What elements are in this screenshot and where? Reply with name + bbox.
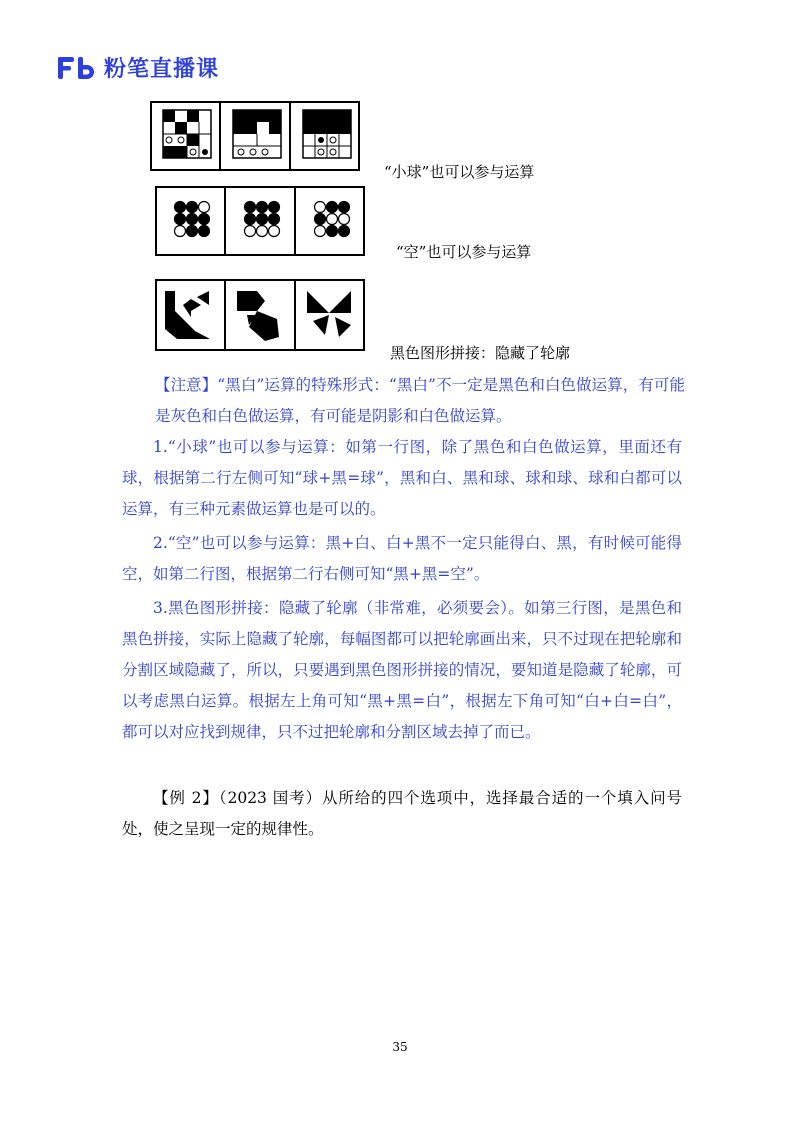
grid-circle xyxy=(199,226,210,237)
grid-circle xyxy=(339,214,350,225)
figure-caption-2: “空”也可以参与运算 xyxy=(396,243,532,261)
page-number: 35 xyxy=(392,1040,408,1054)
grid-circle xyxy=(187,214,198,225)
note-item-3: 3.黑色图形拼接：隐藏了轮廓（非常难，必须要会）。如第三行图，是黑色和黑色拼接，实际上隐藏了轮廓，每幅图都可以把轮廓画出来，只不过现在把轮廓和分割区域隐藏了，所以，只要遇到黑色图形拼接的情况，要知道是隐藏了轮廓，可以考虑黑白运算。根据左上角可知“黑+黑=白”，根据左下角可知“白+白=白”，都可以对应找到规律，只不过把轮廓和分割区域去掉了而已。 xyxy=(122,599,682,741)
circle-panel-2 xyxy=(245,202,280,237)
example-question: 【例 2】（2023 国考）从所给的四个选项中，选择最合适的一个填入问号处，使之呈现一定的规律性。 xyxy=(122,789,682,838)
grid-circle xyxy=(315,214,326,225)
grid-circle xyxy=(269,202,280,213)
grid-circle xyxy=(327,214,338,225)
ball-panel-1 xyxy=(163,110,211,158)
grid-circle xyxy=(269,214,280,225)
circle-panel-1 xyxy=(175,202,210,237)
grid-circle xyxy=(187,202,198,213)
grid-circle xyxy=(175,226,186,237)
grid-circle xyxy=(339,226,350,237)
grid-circle xyxy=(245,226,256,237)
grid-circle xyxy=(199,202,210,213)
grid-circle xyxy=(315,226,326,237)
grid-circle xyxy=(245,214,256,225)
note-item-1: 1.“小球”也可以参与运算：如第一行图，除了黑色和白色做运算，里面还有球，根据第二行左侧可知“球+黑=球”，黑和白、黑和球、球和球、球和白都可以运算，有三种元素做运算也是可以的。 xyxy=(122,438,682,518)
note-paragraph: 【注意】“黑白”运算的特殊形式：“黑白”不一定是黑色和白色做运算，有可能是灰色和白色做运算，有可能是阴影和白色做运算。 xyxy=(155,376,685,425)
grid-circle xyxy=(339,202,350,213)
figure-caption-1: “小球”也可以参与运算 xyxy=(384,163,535,181)
grid-circle xyxy=(245,202,256,213)
grid-circle xyxy=(175,214,186,225)
grid-circle xyxy=(327,202,338,213)
figure-row-circles xyxy=(155,186,365,256)
grid-circle xyxy=(175,202,186,213)
grid-circle xyxy=(315,202,326,213)
brand-name: 粉笔直播课 xyxy=(104,57,220,82)
ball-panel-3 xyxy=(303,110,351,158)
note-item-2: 2.“空”也可以参与运算：黑+白、白+黑不一定只能得白、黑，有时候可能得空，如第二行图，根据第二行右侧可知“黑+黑=空”。 xyxy=(122,534,682,583)
grid-circle xyxy=(257,226,268,237)
ball-panel-2 xyxy=(233,110,281,158)
grid-circle xyxy=(327,226,338,237)
grid-circle xyxy=(199,214,210,225)
grid-circle xyxy=(257,214,268,225)
figure-caption-3: 黑色图形拼接：隐藏了轮廓 xyxy=(390,344,571,362)
grid-circle xyxy=(257,202,268,213)
circle-panel-3 xyxy=(315,202,350,237)
grid-circle xyxy=(269,226,280,237)
figure-row-black-shapes xyxy=(155,279,365,351)
fb-logo-icon xyxy=(58,57,96,79)
grid-circle xyxy=(187,226,198,237)
brand-logo xyxy=(58,52,219,83)
figure-row-balls xyxy=(150,101,360,171)
